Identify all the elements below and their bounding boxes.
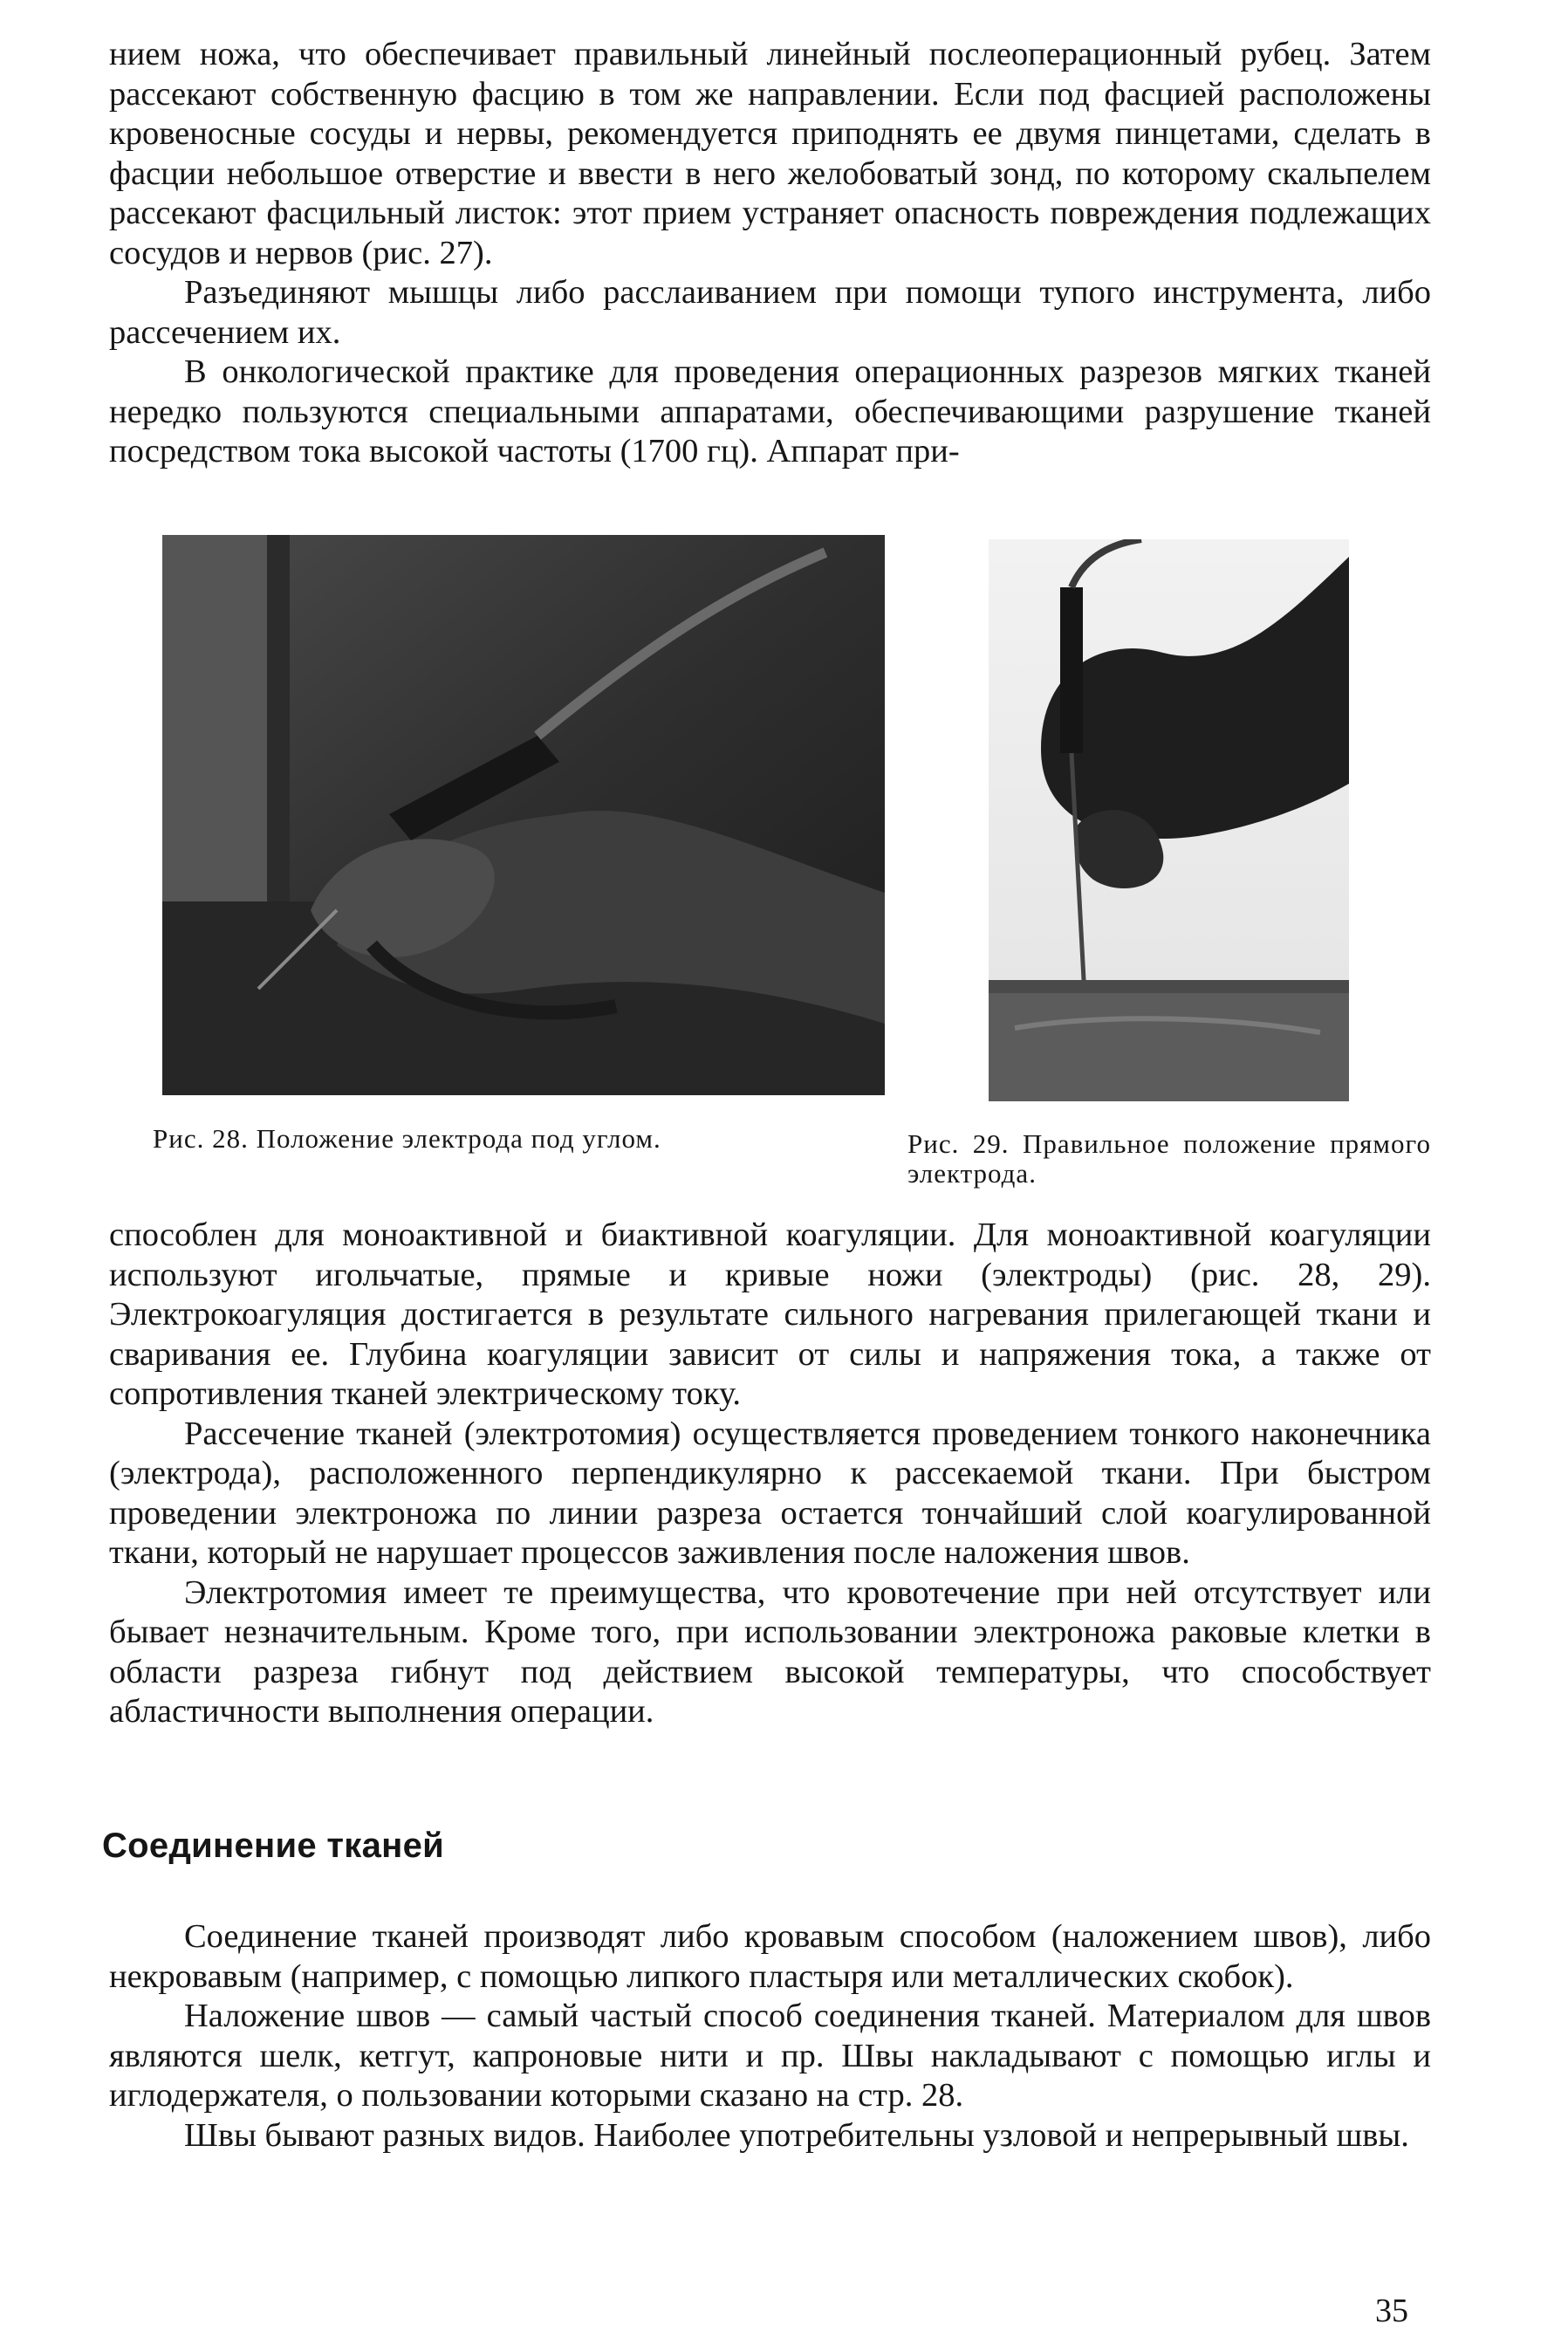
paragraph: Рассечение тканей (электротомия) осуществляется проведением тонкого наконечника (электрода), расположенного перпендикулярно к рассекаемой ткани. При быстром проведении электроножа по линии разреза остается тончайший слой коагулированной ткани, который не нарушает процессов заживления после наложения швов. — [109, 1415, 1431, 1571]
figure-29-caption: Рис. 29. Правильное положение прямого электрода. — [907, 1128, 1431, 1189]
section-heading: Соединение тканей — [102, 1827, 445, 1865]
figure-29-photo — [989, 539, 1349, 1101]
figure-28-photo — [162, 535, 885, 1095]
hand-with-angled-electrode-image — [162, 535, 885, 1095]
page-number: 35 — [1375, 2293, 1408, 2329]
paragraph: В онкологической практике для проведения операционных разрезов мягких тканей нередко пользуются специальными аппаратами, обеспечивающими разрушение тканей посредством тока высокой частоты (1700 гц). Аппарат при- — [109, 353, 1431, 470]
top-text-block — [109, 35, 1431, 472]
paragraph: нием ножа, что обеспечивает правильный линейный послеоперационный рубец. Затем рассекают собственную фасцию в том же направлении. Если под фасцией расположены кровеносные сосуды и нервы, рекомендуется приподнять ее двумя пинцетами, сделать в фасции небольшое отверстие и ввести в него желобоватый зонд, по которому скальпелем рассекают фасцильный листок: этот прием устраняет опасность повреждения подлежащих сосудов и нервов (рис. 27). — [109, 36, 1431, 271]
paragraph: способлен для моноактивной и биактивной коагуляции. Для моноактивной коагуляции используют игольчатые, прямые и кривые ножи (электроды) (рис. 28, 29). Электрокоагуляция достигается в результате сильного нагревания прилегающей ткани и сваривания ее. Глубина коагуляции зависит от силы и напряжения тока, а также от сопротивления тканей электрическому току. — [109, 1217, 1431, 1412]
paragraph: Электротомия имеет те преимущества, что кровотечение при ней отсутствует или бывает незначительным. Кроме того, при использовании электроножа раковые клетки в области разреза гибнут под действием высокой температуры, что способствует абластичности выполнения операции. — [109, 1573, 1431, 1730]
paragraph: Соединение тканей производят либо кровавым способом (наложением швов), либо некровавым (например, с помощью липкого пластыря или металлических скобок). — [109, 1918, 1431, 1995]
figure-28-caption: Рис. 28. Положение электрода под углом. — [153, 1123, 661, 1154]
paragraph: Наложение швов — самый частый способ соединения тканей. Материалом для швов являются шелк, кетгут, капроновые нити и пр. Швы накладывают с помощью иглы и иглодержателя, о пользовании которыми сказано на стр. 28. — [109, 1998, 1431, 2114]
bottom-text-block — [109, 1917, 1431, 2156]
middle-text-block — [109, 1216, 1431, 1732]
hand-with-straight-electrode-image — [989, 539, 1349, 1101]
paragraph: Разъединяют мышцы либо расслаиванием при помощи тупого инструмента, либо рассечением их. — [109, 274, 1431, 351]
paragraph: Швы бывают разных видов. Наиболее употребительны узловой и непрерывный швы. — [184, 2116, 1409, 2154]
